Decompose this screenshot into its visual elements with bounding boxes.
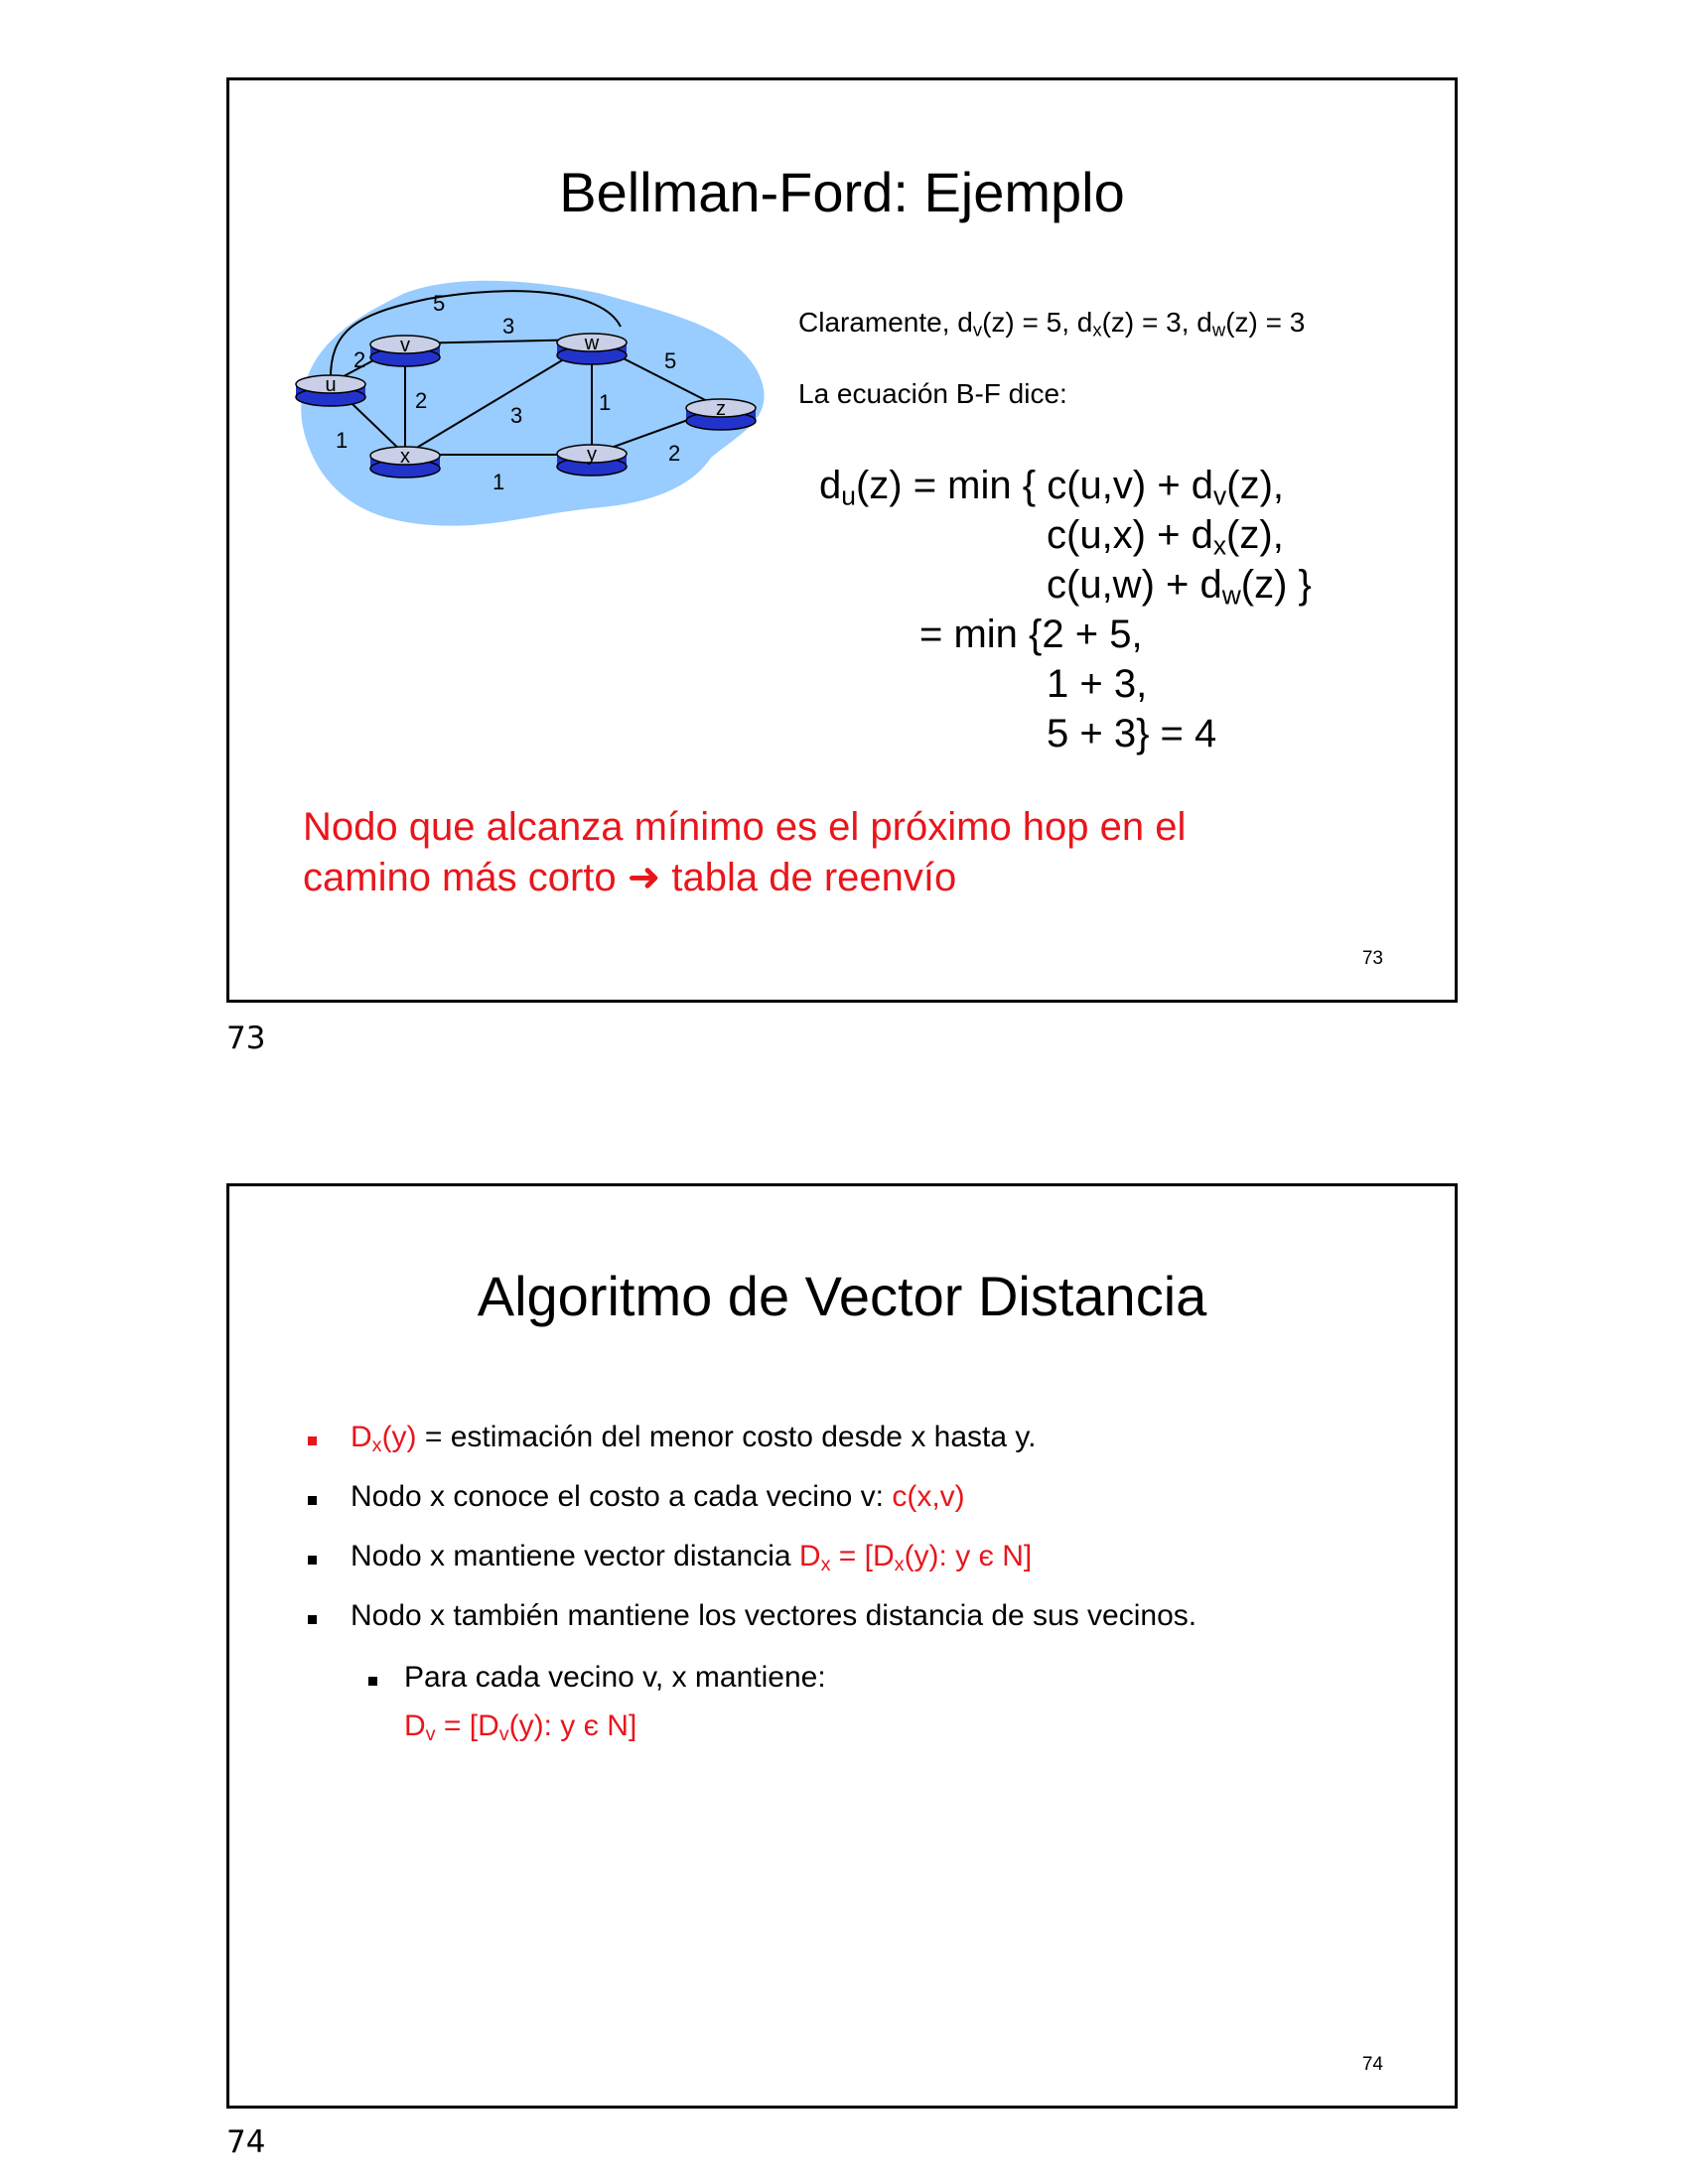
sub: w	[1211, 319, 1226, 341]
slide-title: Algoritmo de Vector Distancia	[477, 1265, 1207, 1327]
slide-title: Bellman-Ford: Ejemplo	[559, 161, 1125, 223]
router-label-w: w	[584, 333, 600, 354]
slide-number: 74	[1361, 2054, 1383, 2075]
bullet-neighbor-cost	[351, 1480, 965, 1514]
cost-y-z: 2	[668, 441, 681, 466]
sub-bullet-marker	[368, 1677, 377, 1686]
text: d	[819, 464, 842, 507]
text: c(u,x) + d	[1047, 513, 1213, 557]
neighbor-vector-formula	[404, 1709, 636, 1743]
text: = [D	[435, 1709, 499, 1742]
cost-v-x: 2	[415, 388, 428, 413]
conclusion-line-2: camino más corto ➜ tabla de reenvío	[303, 856, 957, 899]
sub: x	[894, 1553, 905, 1575]
router-label-u: u	[325, 374, 337, 396]
cost-w-y: 1	[599, 390, 612, 415]
equation-line-2	[1047, 513, 1284, 561]
text: (z) = 3	[1225, 307, 1306, 338]
text: c(x,v)	[892, 1480, 965, 1513]
text: Nodo x conoce el costo a cada vecino v:	[351, 1480, 893, 1513]
router-x	[370, 446, 440, 478]
cost-u-v: 2	[353, 347, 366, 372]
text: D	[404, 1709, 426, 1742]
cost-x-y: 1	[492, 470, 505, 494]
equation-line-4: = min {2 + 5,	[919, 613, 1143, 656]
sub: x	[1092, 319, 1102, 341]
cost-x-w: 3	[510, 403, 523, 428]
cost-v-w: 3	[502, 314, 515, 339]
slide-number: 73	[1361, 948, 1383, 969]
bullet-neighbor-vectors: Nodo x también mantiene los vectores distancia de sus vecinos.	[351, 1599, 1197, 1632]
text: = [D	[830, 1540, 895, 1572]
bullet-distance-vector	[351, 1540, 1032, 1573]
text: Claramente, d	[798, 307, 973, 338]
sub: v	[972, 319, 983, 341]
equation-line-1	[819, 464, 1285, 511]
network-diagram	[274, 269, 780, 577]
router-label-z: z	[716, 398, 726, 420]
conclusion-line-1: Nodo que alcanza mínimo es el próximo hop en el	[303, 805, 1187, 849]
equation-line-5: 1 + 3,	[1047, 662, 1148, 706]
text: (z) }	[1240, 563, 1312, 607]
router-label-v: v	[400, 335, 410, 356]
equation-line-3	[1047, 563, 1312, 611]
text: (y)	[381, 1421, 417, 1453]
cost-w-z: 5	[664, 348, 677, 373]
text: (z) = 3, d	[1101, 307, 1212, 338]
bullet-marker	[308, 1615, 317, 1624]
cost-u-w: 5	[433, 291, 446, 316]
router-v	[370, 335, 440, 366]
sub: v	[498, 1722, 509, 1745]
text: c(u,w) + d	[1047, 563, 1222, 607]
router-label-y: y	[587, 444, 597, 466]
sub: x	[1212, 530, 1227, 561]
text: (y): y є N]	[904, 1540, 1033, 1572]
router-z	[686, 398, 756, 430]
sub: u	[841, 480, 856, 511]
sub: x	[371, 1433, 382, 1456]
sub-bullet-each-neighbor: Para cada vecino v, x mantiene:	[404, 1661, 826, 1694]
sub: v	[425, 1722, 436, 1745]
page-label-73: 73	[226, 1021, 266, 1056]
sub: x	[820, 1553, 831, 1575]
slide-74	[226, 1183, 1458, 2109]
bullet-marker	[308, 1556, 317, 1565]
text: D	[798, 1540, 821, 1572]
text: = estimación del menor costo desde x hasta y.	[416, 1421, 1037, 1453]
cost-u-x: 1	[336, 428, 349, 453]
text: Nodo x mantiene vector distancia	[351, 1540, 799, 1572]
router-w	[557, 333, 627, 364]
router-label-x: x	[400, 446, 410, 468]
router-y	[557, 444, 627, 476]
clearly-line	[798, 307, 1305, 339]
text: (z),	[1226, 464, 1285, 507]
text: (z) = 5, d	[982, 307, 1093, 338]
bullet-marker	[308, 1436, 317, 1445]
sub: v	[1213, 480, 1227, 511]
bullet-distance-estimate	[351, 1421, 1036, 1454]
sub: w	[1221, 580, 1241, 611]
text: (y): y є N]	[508, 1709, 637, 1742]
bf-equation-intro: La ecuación B-F dice:	[798, 378, 1067, 409]
router-u	[296, 374, 365, 406]
bullet-marker	[308, 1496, 317, 1505]
page-label-74: 74	[226, 2124, 266, 2160]
text: D	[351, 1421, 372, 1453]
equation-line-6: 5 + 3} = 4	[1047, 712, 1217, 755]
text: (z),	[1226, 513, 1284, 557]
text: (z) = min { c(u,v) + d	[855, 464, 1214, 507]
slide-73	[226, 77, 1458, 1003]
